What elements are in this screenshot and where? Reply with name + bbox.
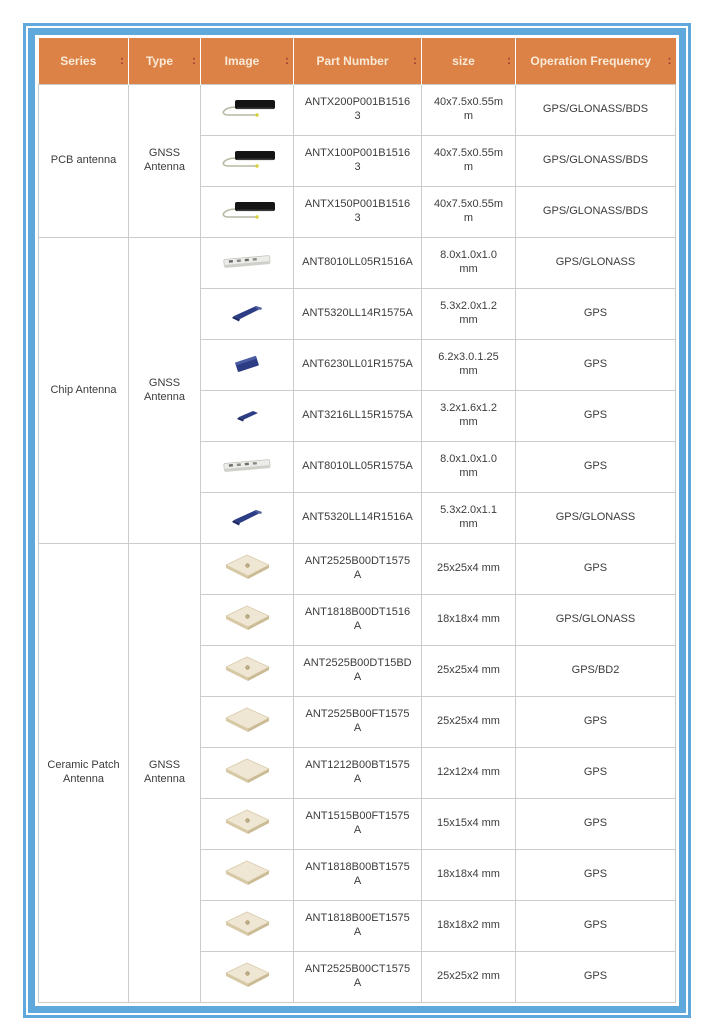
col-header-label: Series [60, 54, 97, 68]
table-frame-inner [28, 28, 686, 1013]
size-cell: 18x18x2 mm [422, 901, 516, 952]
size-cell: 15x15x4 mm [422, 799, 516, 850]
col-header-label: Part Number [316, 54, 389, 68]
operation-frequency-cell: GPS [516, 544, 676, 595]
operation-frequency-cell: GPS [516, 697, 676, 748]
part-number-cell: ANT2525B00DT15BDA [294, 646, 422, 697]
size-cell: 25x25x4 mm [422, 697, 516, 748]
part-number-cell: ANTX100P001B15163 [294, 136, 422, 187]
operation-frequency-cell: GPS [516, 748, 676, 799]
table-row [39, 85, 676, 136]
sort-icon[interactable]: : [120, 52, 124, 67]
part-number-cell: ANT1818B00DT1516A [294, 595, 422, 646]
part-number-cell: ANT8010LL05R1575A [294, 442, 422, 493]
image-cell [201, 901, 294, 952]
header-row [39, 38, 676, 85]
chip-bar-icon [212, 248, 282, 274]
col-header-series[interactable] [39, 38, 129, 85]
part-number-cell: ANT1818B00BT1575A [294, 850, 422, 901]
col-header-type[interactable] [129, 38, 201, 85]
image-cell [201, 493, 294, 544]
type-cell: GNSS Antenna [129, 238, 201, 544]
patch-icon [212, 756, 282, 786]
part-number-cell: ANT2525B00FT1575A [294, 697, 422, 748]
operation-frequency-cell: GPS [516, 901, 676, 952]
part-number-cell: ANT1818B00ET1575A [294, 901, 422, 952]
operation-frequency-cell: GPS/GLONASS [516, 238, 676, 289]
operation-frequency-cell: GPS [516, 340, 676, 391]
series-cell: Ceramic Patch Antenna [39, 544, 129, 1003]
size-cell: 5.3x2.0x1.1 mm [422, 493, 516, 544]
size-cell: 8.0x1.0x1.0 mm [422, 442, 516, 493]
image-cell [201, 289, 294, 340]
operation-frequency-cell: GPS/GLONASS/BDS [516, 187, 676, 238]
image-cell [201, 442, 294, 493]
antenna-table [38, 38, 676, 1003]
pcb-antenna-icon [212, 146, 282, 172]
pcb-antenna-icon [212, 95, 282, 121]
pcb-antenna-icon [212, 197, 282, 223]
image-cell [201, 748, 294, 799]
operation-frequency-cell: GPS [516, 952, 676, 1003]
patch-icon [212, 858, 282, 888]
size-cell: 18x18x4 mm [422, 595, 516, 646]
image-cell [201, 799, 294, 850]
operation-frequency-cell: GPS/GLONASS/BDS [516, 136, 676, 187]
size-cell: 40x7.5x0.55mm [422, 85, 516, 136]
size-cell: 40x7.5x0.55mm [422, 136, 516, 187]
operation-frequency-cell: GPS/GLONASS [516, 493, 676, 544]
patch-icon [212, 705, 282, 735]
part-number-cell: ANTX200P001B15163 [294, 85, 422, 136]
image-cell [201, 952, 294, 1003]
chip-bar-icon [212, 452, 282, 478]
sort-icon[interactable]: : [667, 52, 672, 67]
part-number-cell: ANT2525B00DT1575A [294, 544, 422, 595]
operation-frequency-cell: GPS [516, 391, 676, 442]
operation-frequency-cell: GPS/BD2 [516, 646, 676, 697]
image-cell [201, 85, 294, 136]
table-row [39, 544, 676, 595]
col-header-label: Type [145, 54, 174, 68]
chip-navy-block-icon [212, 350, 282, 376]
operation-frequency-cell: GPS [516, 442, 676, 493]
sort-icon[interactable]: : [192, 52, 196, 67]
series-cell: PCB antenna [39, 85, 129, 238]
patch-dot-icon [212, 603, 282, 633]
part-number-cell: ANT2525B00CT1575A [294, 952, 422, 1003]
antenna-table-body [39, 85, 676, 1003]
chip-navy-small-icon [212, 401, 282, 427]
size-cell: 25x25x2 mm [422, 952, 516, 1003]
image-cell [201, 850, 294, 901]
patch-dot-icon [212, 909, 282, 939]
operation-frequency-cell: GPS/GLONASS [516, 595, 676, 646]
image-cell [201, 697, 294, 748]
image-cell [201, 391, 294, 442]
size-cell: 40x7.5x0.55mm [422, 187, 516, 238]
image-cell [201, 544, 294, 595]
size-cell: 8.0x1.0x1.0 mm [422, 238, 516, 289]
chip-navy-angled-icon [212, 503, 282, 529]
col-header-part-number[interactable] [294, 38, 422, 85]
image-cell [201, 238, 294, 289]
sort-icon[interactable]: : [507, 52, 511, 67]
size-cell: 6.2x3.0.1.25 mm [422, 340, 516, 391]
patch-dot-icon [212, 960, 282, 990]
operation-frequency-cell: GPS [516, 850, 676, 901]
part-number-cell: ANT5320LL14R1516A [294, 493, 422, 544]
size-cell: 5.3x2.0x1.2 mm [422, 289, 516, 340]
image-cell [201, 340, 294, 391]
table-frame [23, 23, 691, 1018]
operation-frequency-cell: GPS/GLONASS/BDS [516, 85, 676, 136]
part-number-cell: ANT3216LL15R1575A [294, 391, 422, 442]
patch-dot-icon [212, 807, 282, 837]
col-header-size[interactable] [422, 38, 516, 85]
col-header-operation-frequency[interactable] [516, 38, 676, 85]
col-header-image[interactable] [201, 38, 294, 85]
patch-dot-icon [212, 552, 282, 582]
part-number-cell: ANTX150P001B15163 [294, 187, 422, 238]
size-cell: 18x18x4 mm [422, 850, 516, 901]
operation-frequency-cell: GPS [516, 799, 676, 850]
part-number-cell: ANT6230LL01R1575A [294, 340, 422, 391]
col-header-label: Operation Frequency [530, 54, 652, 68]
image-cell [201, 187, 294, 238]
col-header-label: size [452, 54, 475, 68]
part-number-cell: ANT5320LL14R1575A [294, 289, 422, 340]
size-cell: 25x25x4 mm [422, 646, 516, 697]
series-cell: Chip Antenna [39, 238, 129, 544]
type-cell: GNSS Antenna [129, 544, 201, 1003]
size-cell: 25x25x4 mm [422, 544, 516, 595]
part-number-cell: ANT1515B00FT1575A [294, 799, 422, 850]
table-row [39, 238, 676, 289]
operation-frequency-cell: GPS [516, 289, 676, 340]
part-number-cell: ANT1212B00BT1575A [294, 748, 422, 799]
part-number-cell: ANT8010LL05R1516A [294, 238, 422, 289]
type-cell: GNSS Antenna [129, 85, 201, 238]
patch-dot-icon [212, 654, 282, 684]
size-cell: 12x12x4 mm [422, 748, 516, 799]
image-cell [201, 646, 294, 697]
col-header-label: Image [224, 54, 260, 68]
image-cell [201, 595, 294, 646]
image-cell [201, 136, 294, 187]
sort-icon[interactable]: : [285, 52, 289, 67]
chip-navy-angled-icon [212, 299, 282, 325]
sort-icon[interactable]: : [413, 52, 417, 67]
size-cell: 3.2x1.6x1.2 mm [422, 391, 516, 442]
